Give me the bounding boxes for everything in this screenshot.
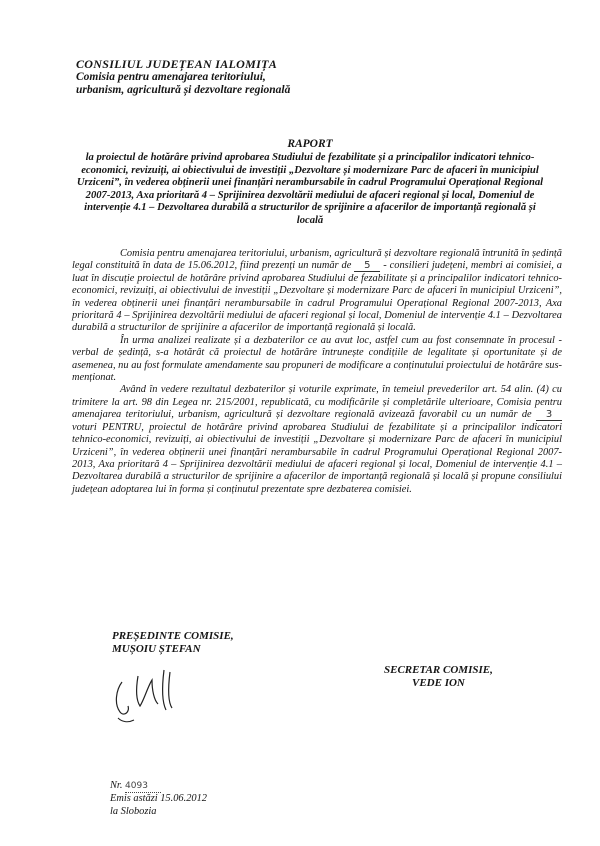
paragraph-meeting-text-a: Comisia pentru amenajarea teritoriului, urbanism, agricultură și dezvoltare regională întrunită în ședință legal constituită în data de 15.06.2012, fiind prezenți un număr de [72,248,562,272]
council-name: CONSILIUL JUDEȚEAN IALOMIȚA [76,57,278,71]
secretary-block [384,664,493,690]
paragraph-decision [72,384,562,496]
registration-number-value: 4093 [125,780,161,793]
paragraph-analysis: În urma analizei realizate și a dezbaterilor ce au avut loc, astfel cum au fost consemnate în procesul - verbal de ședință, s-a hotărât că proiectul de hotărâre întrunește condițiile de legalitate și oportunitate și de asemenea, nu au fost formulate amendamente sau propuneri de modificare a conținutului proiectului de hotărâre sus-menționat. [72,334,562,384]
members-count-handwritten: 5 [354,260,380,272]
paragraph-meeting-text-b: - consilieri județeni, membri ai comisiei, a luat în discuție proiectul de hotărâre privind aprobarea Studiului de fezabilitate și a principalilor indicatori tehnico-economici, revizuiți, ai obiectivului de investiții „Dezvoltare și modernizare Parc de afaceri în municipiul Urziceni”, în vederea obținerii unei finanțări nerambursabile în cadrul Programului Operațional Regional 2007-2013, Axa prioritară 4 – Sprijinirea dezvoltării mediului de afaceri regional și local, Domeniul de intervenție 4.1 – Dezvoltarea durabilă a structurilor de sprijinire a afacerilor de importanță regională și locală. [72,260,562,334]
secretary-title: SECRETAR COMISIE, [384,664,493,676]
report-subject: la proiectul de hotărâre privind aprobarea Studiului de fezabilitate și a principalilor indicatori tehnico-economici, revizuiți, ai obiectivului de investiții „Dezvoltare și modernizare Parc de afaceri în municipiul Urziceni”, în vederea obținerii unei finanțări nerambursabile în cadrul Programului Operațional Regional 2007-2013, Axa prioritară 4 – Sprijinirea dezvoltării mediului de afaceri regional și local, Domeniul de intervenție 4.1 – Dezvoltarea durabilă a structurilor de sprijinire a afacerilor de importanță regională și locală [76,152,544,226]
paragraph-decision-text-b: voturi PENTRU, proiectul de hotărâre privind aprobarea Studiului de fezabilitate și a principalilor indicatori tehnico-economici, revizuiți, ai obiectivului de investiții „Dezvoltare și modernizare Parc de afaceri în municipiul Urziceni”, în vederea obținerii unei finanțări nerambursabile în cadrul Programului Operațional Regional 2007-2013, Axa prioritară 4 – Sprijinirea dezvoltării mediului de afaceri regional și local, Domeniul de intervenție 4.1 – Dezvoltarea durabilă a structurilor de sprijinire a afacerilor de importanță regională și locală și propune consiliului județean adoptarea lui în forma și conținutul prezentate spre dezbaterea comisiei. [72,421,562,495]
issuer-header [76,58,376,97]
registration-number-line [110,780,207,793]
commission-name-line1: Comisia pentru amenajarea teritoriului, [76,71,266,83]
registration-number-label: Nr. [110,780,123,791]
issue-place: la Slobozia [110,805,157,817]
president-signature-icon [108,660,188,726]
president-block [112,630,234,656]
issue-date: Emis astăzi 15.06.2012 [110,793,207,805]
votes-count-handwritten: 3 [536,409,562,421]
registration-block [110,780,207,818]
president-title: PREȘEDINTE COMISIE, [112,630,234,642]
report-body [72,248,562,496]
paragraph-meeting [72,248,562,335]
report-title: RAPORT [287,138,333,150]
commission-name-line2: urbanism, agricultură și dezvoltare regională [76,84,291,96]
paragraph-decision-text-a: Având în vedere rezultatul dezbaterilor și voturile exprimate, în temeiul prevederilor art. 54 alin. (4) cu trimitere la art. 98 din Legea nr. 215/2001, republicată, cu modificările și completările ulterioare, Comisia pentru amenajarea teritoriului, urbanism, agricultură și dezvoltare regională avizează favorabil cu un număr de [72,384,562,421]
secretary-name: VEDE ION [411,677,465,689]
president-name: MUȘOIU ȘTEFAN [112,643,201,655]
